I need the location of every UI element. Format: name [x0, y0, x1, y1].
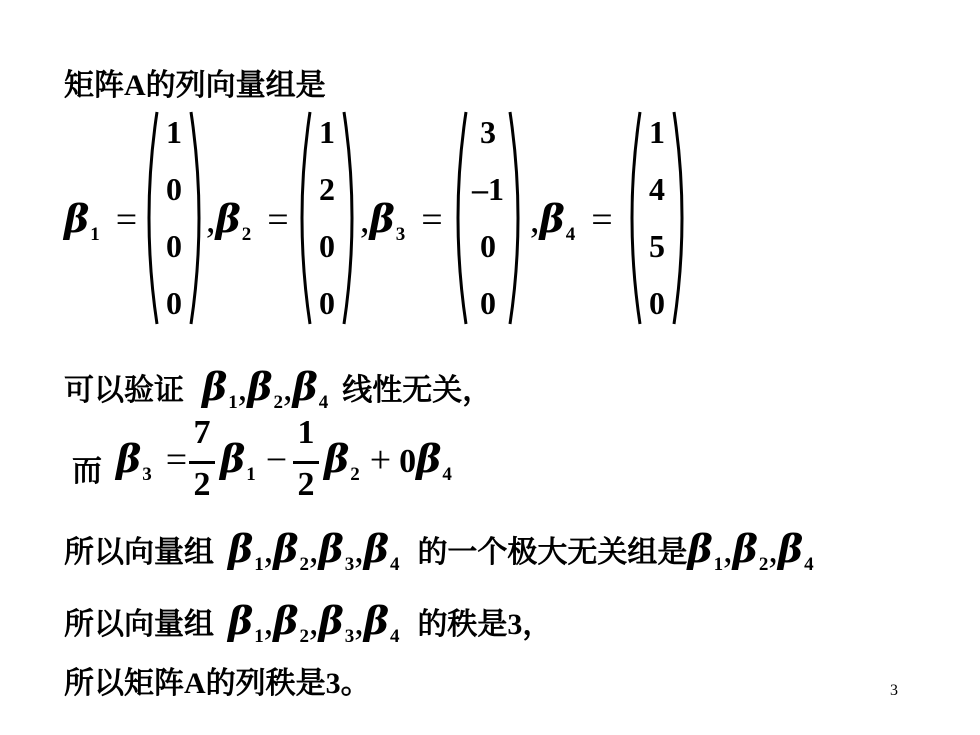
vector-beta1-matrix: [139, 108, 209, 328]
matrix-entry: 0: [480, 285, 496, 321]
fraction-bar: [293, 461, 319, 464]
beta3-label: ,β3 =: [360, 196, 443, 245]
matrix-entry: 4: [649, 171, 665, 207]
intro-text: 矩阵A的列向量组是: [64, 69, 326, 102]
matrix-entry: 0: [480, 228, 496, 264]
max-independent-line: 所以向量组 β1,β2,β3,β4 的一个极大无关组是β1,β2,β4: [64, 526, 814, 575]
beta2-label: ,β2 =: [206, 196, 289, 245]
matrix-entry: 0: [649, 285, 665, 321]
matrix-entry: 2: [319, 171, 335, 207]
matrix-entry: 1: [319, 114, 335, 150]
vector-beta3-matrix: [448, 108, 528, 328]
rank-line: 所以向量组 β1,β2,β3,β4 的秩是3，: [64, 598, 553, 647]
matrix-entry: –1: [472, 171, 504, 207]
fraction-denominator: 2: [193, 466, 211, 503]
beta1-label: β1 =: [64, 196, 138, 245]
matrix-entry: 0: [166, 228, 182, 264]
vector-beta4-matrix: [622, 108, 692, 328]
fraction-numerator: 7: [193, 414, 211, 451]
matrix-entry: 1: [649, 114, 665, 150]
fraction-denominator: 2: [297, 466, 315, 503]
fraction-bar: [189, 461, 215, 464]
matrix-entry: 0: [319, 285, 335, 321]
lhs-beta3: β3 =: [116, 436, 188, 485]
vector-beta2-matrix: [292, 108, 362, 328]
term-beta1: β1 −: [220, 436, 288, 485]
term-beta2-beta4: β2 + 0β4: [324, 436, 452, 485]
matrix-entry: 5: [649, 228, 665, 264]
page-number: 3: [890, 682, 898, 699]
fraction-numerator: 1: [297, 414, 315, 451]
matrix-entry: 3: [480, 114, 496, 150]
beta4-label: ,β4 =: [530, 196, 613, 245]
matrix-entry: 0: [166, 285, 182, 321]
matrix-entry: 1: [166, 114, 182, 150]
verify-line: 可以验证 β1,β2,β4 线性无关，: [64, 364, 493, 413]
matrix-entry: 0: [166, 171, 182, 207]
matrix-entry: 0: [319, 228, 335, 264]
column-rank-line: 所以矩阵A的列秩是3。: [64, 667, 371, 700]
er-text: 而: [72, 455, 102, 488]
